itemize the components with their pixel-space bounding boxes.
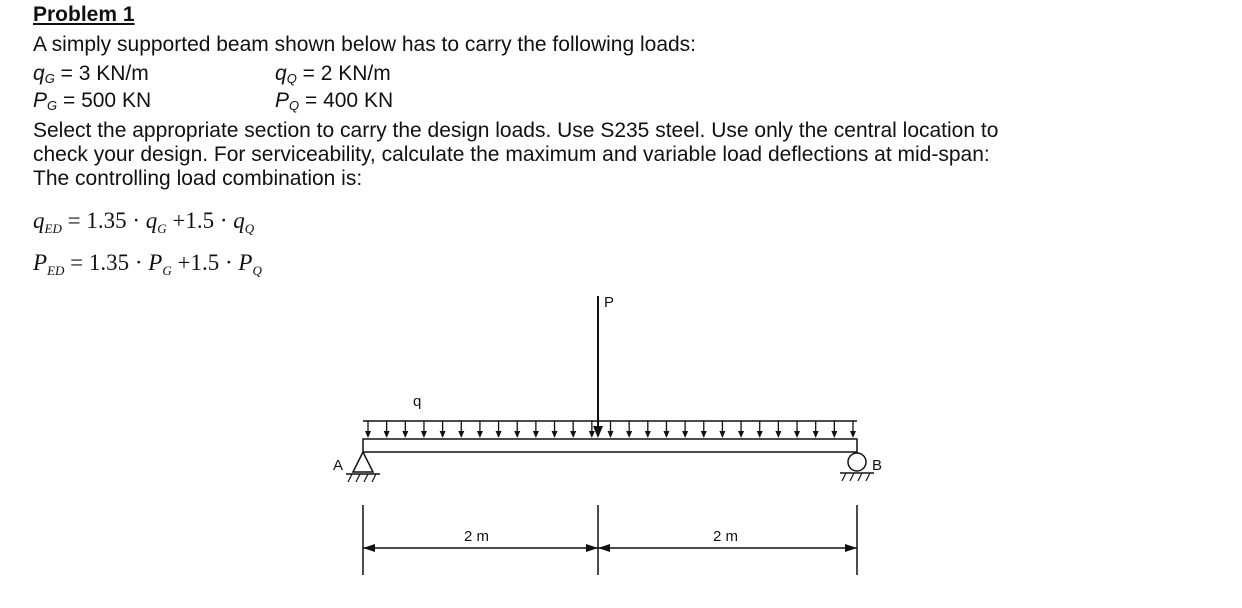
intro-text: A simply supported beam shown below has to carry the following loads:	[33, 33, 697, 56]
distributed-load-arrowhead	[421, 431, 427, 438]
distributed-load-arrowhead	[682, 431, 688, 438]
distributed-load-arrowhead	[645, 431, 651, 438]
distributed-load-arrowhead	[831, 431, 837, 438]
load-qg: $q_G = 3$ KN/m	[33, 62, 149, 86]
distributed-load-arrowhead	[775, 431, 781, 438]
distributed-load-arrowhead	[570, 431, 576, 438]
distributed-load-arrowhead	[608, 431, 614, 438]
support-a-label: A	[333, 457, 344, 474]
support-a-pin	[346, 452, 380, 482]
distributed-load-arrowhead	[738, 431, 744, 438]
distributed-load-arrowhead	[552, 431, 558, 438]
problem-title: Problem 1	[33, 3, 135, 26]
span-left-label: 2 m	[464, 528, 490, 545]
beam	[363, 439, 857, 452]
dimension-lines	[363, 505, 857, 575]
distributed-load-arrowhead	[794, 431, 800, 438]
distributed-load-arrowhead	[402, 431, 408, 438]
distributed-load-arrowhead	[850, 431, 856, 438]
support-b-roller	[840, 453, 874, 481]
span-right-label: 2 m	[713, 528, 739, 545]
distributed-load-arrowhead	[813, 431, 819, 438]
body-line-1: Select the appropriate section to carry the design loads. Use S235 steel. Use only the central location to	[33, 119, 999, 142]
distributed-load-arrowhead	[719, 431, 725, 438]
support-b-label: B	[872, 457, 883, 474]
equation-q-ed: $q_{ED} = 1.35 \cdot q_G +1.5 \cdot q_Q$	[33, 208, 255, 236]
distributed-load-arrowhead	[663, 431, 669, 438]
distributed-load-arrowhead	[514, 431, 520, 438]
distributed-load-label: q	[413, 393, 422, 410]
point-load-label: P	[604, 294, 615, 311]
load-qq: $q_Q = 2$ KN/m	[275, 62, 391, 86]
distributed-load-arrowhead	[757, 431, 763, 438]
distributed-load-arrowhead	[384, 431, 390, 438]
distributed-load-arrowhead	[458, 431, 464, 438]
distributed-load-arrowhead	[533, 431, 539, 438]
distributed-load-arrowhead	[701, 431, 707, 438]
point-load-arrowhead	[593, 426, 603, 438]
body-line-3: The controlling load combination is:	[33, 167, 363, 190]
body-line-2: check your design. For serviceability, calculate the maximum and variable load deflections at mid-span:	[33, 143, 990, 166]
distributed-load-arrowhead	[477, 431, 483, 438]
distributed-load-arrowhead	[496, 431, 502, 438]
distributed-load-arrowhead	[440, 431, 446, 438]
load-pg: $P_G = 500$ KN	[33, 89, 152, 113]
distributed-load-arrowhead	[626, 431, 632, 438]
distributed-load-arrowhead	[365, 431, 371, 438]
distributed-load-arrowhead	[589, 431, 595, 438]
load-pq: $P_Q = 400$ KN	[275, 89, 394, 113]
distributed-load-arrows	[365, 421, 856, 438]
equation-p-ed: $P_{ED} = 1.35 \cdot P_G +1.5 \cdot P_Q$	[33, 250, 262, 278]
